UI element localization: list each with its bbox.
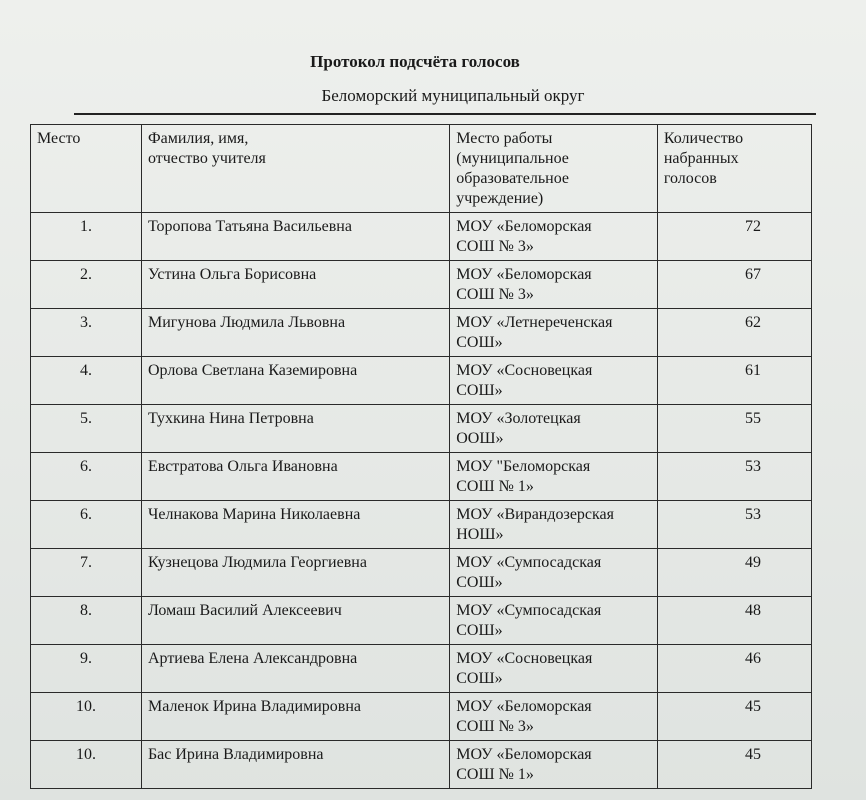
table-row <box>31 453 812 501</box>
cell-place: 7. <box>31 549 142 597</box>
header-work-line: (муниципальное <box>456 150 569 167</box>
cell-work-line: МОУ «Сосновецкая <box>456 650 593 667</box>
cell-place: 8. <box>31 597 142 645</box>
cell-work <box>450 405 658 453</box>
cell-work-line: СОШ № 3» <box>456 718 534 735</box>
cell-work <box>450 597 658 645</box>
table-row <box>31 549 812 597</box>
table-header-row <box>31 125 812 213</box>
cell-work <box>450 309 658 357</box>
table-row <box>31 693 812 741</box>
cell-place: 9. <box>31 645 142 693</box>
header-votes <box>657 125 811 213</box>
cell-name: Торопова Татьяна Васильевна <box>141 213 449 261</box>
cell-work-line: ООШ» <box>456 430 504 447</box>
cell-work-line: СОШ» <box>456 334 503 351</box>
cell-name: Ломаш Василий Алексеевич <box>141 597 449 645</box>
header-name <box>141 125 449 213</box>
cell-place: 6. <box>31 453 142 501</box>
cell-work-line: МОУ «Беломорская <box>456 746 592 763</box>
header-votes-line: голосов <box>663 170 717 187</box>
cell-work-line: МОУ «Золотецкая <box>456 410 581 427</box>
cell-votes: 46 <box>657 645 811 693</box>
cell-work-line: НОШ» <box>456 526 504 543</box>
cell-place: 3. <box>31 309 142 357</box>
cell-place: 5. <box>31 405 142 453</box>
cell-work <box>450 453 658 501</box>
cell-work <box>450 261 658 309</box>
table-row <box>31 309 812 357</box>
cell-work-line: МОУ «Сумпосадская <box>456 602 602 619</box>
cell-place: 10. <box>31 741 142 789</box>
header-place-label: Место <box>37 130 81 147</box>
header-votes-line: Количество <box>663 130 744 147</box>
table-row <box>31 741 812 789</box>
cell-work-line: СОШ» <box>456 622 503 639</box>
cell-votes: 72 <box>657 213 811 261</box>
cell-work-line: МОУ «Беломорская <box>456 218 592 235</box>
cell-place: 10. <box>31 693 142 741</box>
cell-work <box>450 213 658 261</box>
cell-work-line: СОШ» <box>456 382 503 399</box>
cell-name: Артиева Елена Александровна <box>141 645 449 693</box>
cell-place: 4. <box>31 357 142 405</box>
header-name-line: Фамилия, имя, <box>147 130 249 147</box>
cell-name: Челнакова Марина Николаевна <box>141 501 449 549</box>
cell-votes: 62 <box>657 309 811 357</box>
cell-votes: 45 <box>657 693 811 741</box>
cell-name: Маленок Ирина Владимировна <box>141 693 449 741</box>
cell-place: 6. <box>31 501 142 549</box>
cell-work-line: СОШ № 1» <box>456 766 534 783</box>
table-row <box>31 213 812 261</box>
table-row <box>31 261 812 309</box>
cell-work <box>450 357 658 405</box>
cell-name: Мигунова Людмила Львовна <box>141 309 449 357</box>
document-title: Протокол подсчёта голосов <box>310 52 520 71</box>
cell-name: Евстратова Ольга Ивановна <box>141 453 449 501</box>
cell-work-line: СОШ № 3» <box>456 238 534 255</box>
cell-votes: 61 <box>657 357 811 405</box>
cell-votes: 53 <box>657 453 811 501</box>
cell-work-line: МОУ «Вирандозерская <box>456 506 615 523</box>
cell-votes: 53 <box>657 501 811 549</box>
cell-place: 1. <box>31 213 142 261</box>
header-votes-line: набранных <box>663 150 739 167</box>
header-work <box>450 125 658 213</box>
title-divider <box>74 113 816 115</box>
cell-work-line: СОШ» <box>456 670 503 687</box>
header-name-line: отчество учителя <box>147 150 266 167</box>
table-row <box>31 645 812 693</box>
cell-work <box>450 741 658 789</box>
cell-work <box>450 693 658 741</box>
cell-work-line: МОУ «Сосновецкая <box>456 362 593 379</box>
cell-work <box>450 549 658 597</box>
cell-votes: 45 <box>657 741 811 789</box>
cell-work-line: МОУ «Сумпосадская <box>456 554 602 571</box>
table-row <box>31 357 812 405</box>
table-row <box>31 405 812 453</box>
header-place <box>31 125 142 213</box>
cell-name: Устина Ольга Борисовна <box>141 261 449 309</box>
header-work-line: Место работы <box>456 130 553 147</box>
cell-votes: 49 <box>657 549 811 597</box>
cell-votes: 67 <box>657 261 811 309</box>
cell-place: 2. <box>31 261 142 309</box>
cell-votes: 55 <box>657 405 811 453</box>
votes-table <box>30 124 812 789</box>
cell-name: Кузнецова Людмила Георгиевна <box>141 549 449 597</box>
cell-name: Бас Ирина Владимировна <box>141 741 449 789</box>
cell-work-line: СОШ» <box>456 574 503 591</box>
cell-work-line: СОШ № 1» <box>456 478 534 495</box>
cell-work <box>450 645 658 693</box>
cell-work-line: МОУ «Летнереченская <box>456 314 613 331</box>
cell-votes: 48 <box>657 597 811 645</box>
table-row <box>31 501 812 549</box>
header-work-line: учреждение) <box>456 190 544 207</box>
header-work-line: образовательное <box>456 170 569 187</box>
cell-work <box>450 501 658 549</box>
table-row <box>31 597 812 645</box>
cell-name: Орлова Светлана Каземировна <box>141 357 449 405</box>
cell-name: Тухкина Нина Петровна <box>141 405 449 453</box>
cell-work-line: МОУ «Беломорская <box>456 698 592 715</box>
cell-work-line: МОУ «Беломорская <box>456 266 592 283</box>
cell-work-line: СОШ № 3» <box>456 286 534 303</box>
document-subtitle: Беломорский муниципальный округ <box>321 86 585 105</box>
cell-work-line: МОУ "Беломорская <box>456 458 591 475</box>
